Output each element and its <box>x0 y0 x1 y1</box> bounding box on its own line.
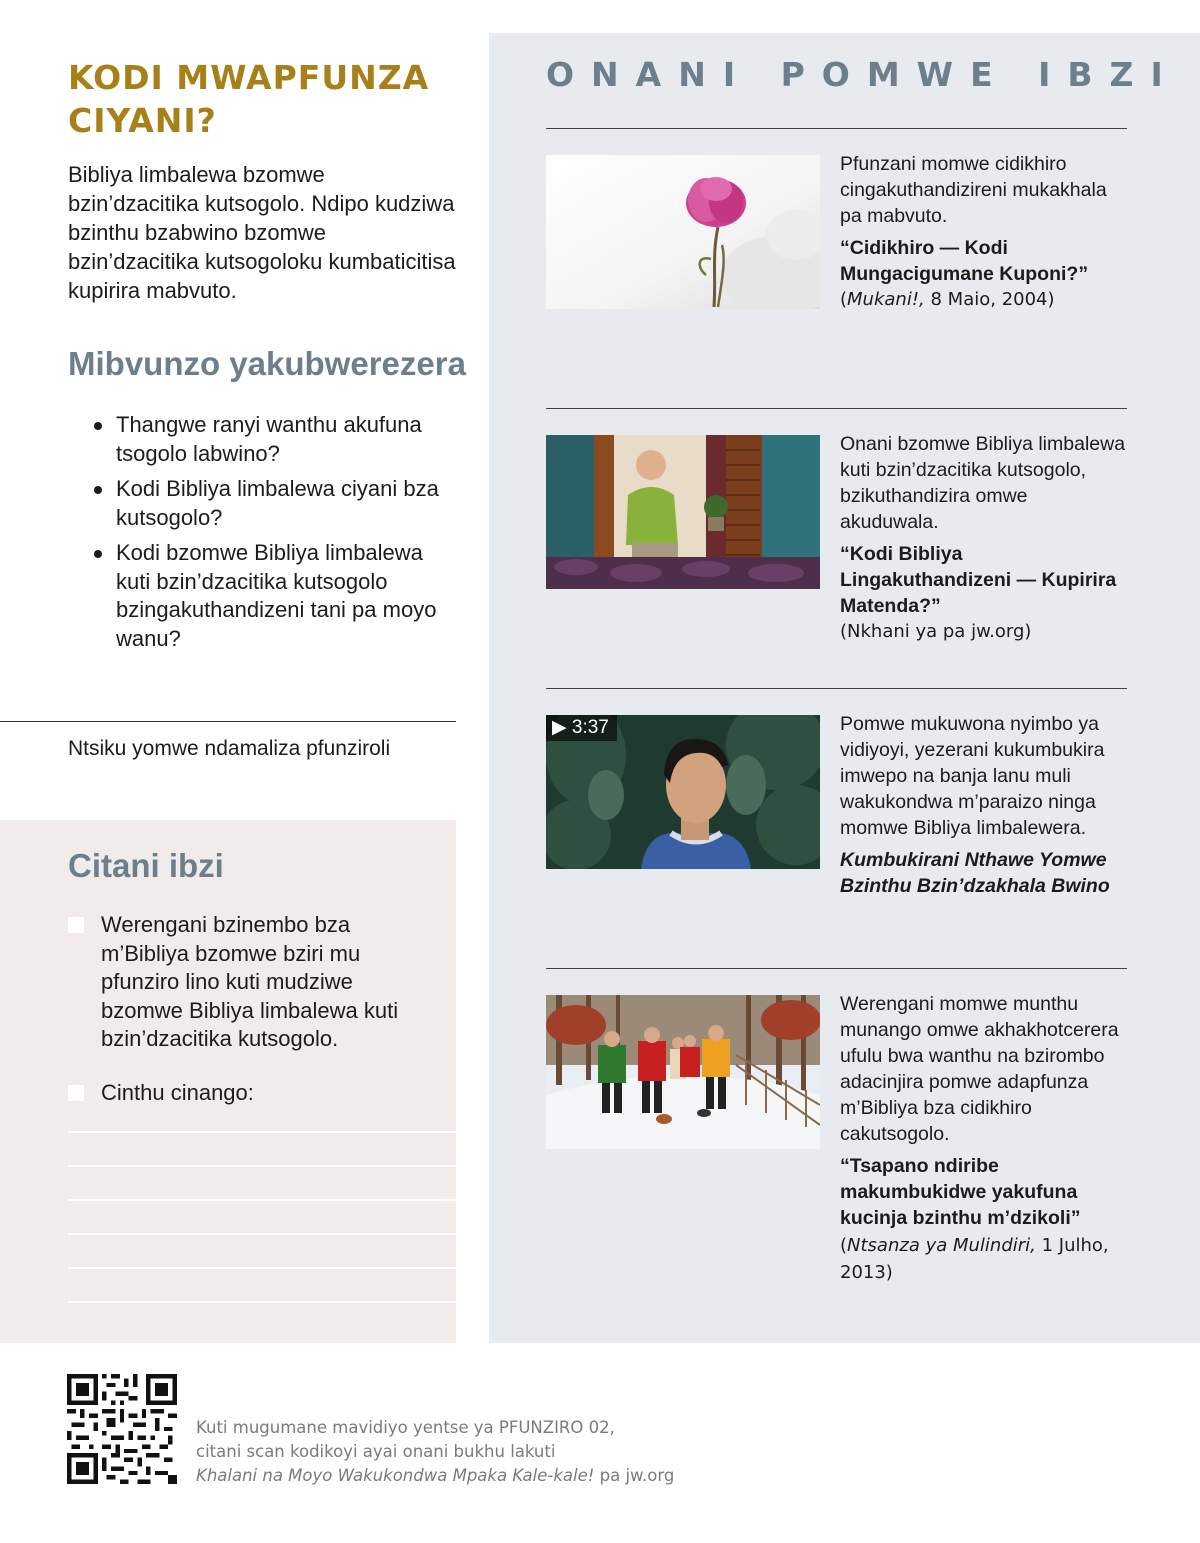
family-walking-in-snow-image[interactable] <box>546 995 820 1149</box>
writing-line <box>68 1165 456 1167</box>
qr-code-icon[interactable] <box>67 1374 177 1484</box>
footer-note <box>196 1416 674 1488</box>
date-divider-line <box>0 721 456 722</box>
footer-line: citani scan kodikoyi ayai onani bukhu lakuti <box>196 1442 556 1461</box>
resource-item <box>840 991 1130 1286</box>
task-item <box>68 1079 438 1108</box>
man-in-wheelchair-image[interactable] <box>546 435 820 589</box>
section-divider <box>546 688 1127 689</box>
resource-item <box>840 431 1130 645</box>
writing-line <box>68 1199 456 1201</box>
task-label: Cinthu cinango: <box>101 1080 254 1105</box>
checkbox-icon[interactable] <box>68 1085 84 1101</box>
article-citation: “Tsapano ndiribe makumbukidwe yakufuna kucinja bzinthu m’dzikoli” (Ntsanza ya Mulindiri, 1 Julho, 2013) <box>840 1155 1109 1283</box>
task-label: Werengani bzinembo bza m’Bibliya bzomwe bziri mu pfunziro lino kuti mudziwe bzomwe Bibliya limbalewa kuti bzin’dzacitika kutsogolo. <box>101 912 399 1051</box>
left-column <box>0 0 488 1343</box>
resource-description: Onani bzomwe Bibliya limbalewa kuti bzin’dzacitika kutsogolo, bzikuthandizira omwe akuduwala. <box>840 433 1126 533</box>
explore-more-heading: ONANI POMWE IBZI <box>546 55 1180 94</box>
section-divider <box>546 968 1127 969</box>
footer-line: Kuti mugumane mavidiyo yentse ya PFUNZIRO 02, <box>196 1418 615 1437</box>
video-duration-badge: ▶ 3:37 <box>546 715 617 741</box>
lesson-summary-text: Bibliya limbalewa bzomwe bzin’dzacitika kutsogolo. Ndipo kudziwa bzinthu bzabwino bzomwe bzin’dzacitika kutsogoloku kumbaticitisa kupirira mabvuto. <box>68 162 456 303</box>
source-citation: (Nkhani ya pa jw.org) <box>840 621 1032 642</box>
writing-line <box>68 1267 456 1269</box>
review-question: Thangwe ranyi wanthu akufuna tsogolo labwino? <box>92 411 462 468</box>
checkbox-icon[interactable] <box>68 917 84 933</box>
footer-line <box>196 1464 674 1488</box>
resource-item <box>840 711 1130 899</box>
article-link[interactable]: “Cidikhiro — Kodi Mungacigumane Kuponi?” <box>840 237 1089 285</box>
resource-item <box>840 151 1130 313</box>
resource-description: Pomwe mukuwona nyimbo ya vidiyoyi, yezerani kukumbukira imwepo na banja lanu muli wakukondwa m’paraizo ninga momwe Bibliya limbalewera. <box>840 713 1105 839</box>
try-this-heading: Citani ibzi <box>68 847 224 884</box>
writing-line <box>68 1233 456 1235</box>
review-questions-heading: Mibvunzo yakubwerezera <box>68 345 466 382</box>
writing-line <box>68 1301 456 1303</box>
try-this-box <box>0 820 456 1343</box>
section-divider <box>546 408 1127 409</box>
video-link[interactable]: Kumbukirani Nthawe Yomwe Bzinthu Bzin’dzakhala Bwino <box>840 849 1110 897</box>
writing-line <box>68 1131 456 1133</box>
section-divider <box>546 128 1127 129</box>
review-question: Kodi bzomwe Bibliya limbalewa kuti bzin’dzacitika kutsogolo bzingakuthandizeni tani pa moyo wanu? <box>92 539 462 653</box>
resource-description: Pfunzani momwe cidikhiro cingakuthandizireni mukakhala pa mabvuto. <box>840 153 1107 227</box>
completion-date-label: Ntsiku yomwe ndamaliza pfunziroli <box>68 737 391 760</box>
task-item <box>68 911 438 1054</box>
man-looking-up-video-image[interactable] <box>546 715 820 869</box>
website-text[interactable]: pa jw.org <box>594 1466 675 1485</box>
pink-flower-in-snow-image[interactable] <box>546 155 820 309</box>
review-questions-list <box>92 411 462 660</box>
review-question: Kodi Bibliya limbalewa ciyani bza kutsogolo? <box>92 475 462 532</box>
book-title: Khalani na Moyo Wakukondwa Mpaka Kale-kale! <box>196 1466 595 1485</box>
explore-more-panel <box>489 33 1200 1343</box>
article-link[interactable]: “Kodi Bibliya Lingakuthandizeni — Kupirira Matenda?” <box>840 543 1117 617</box>
source-citation: (Mukani!, 8 Maio, 2004) <box>840 289 1055 310</box>
lesson-summary-title: KODI MWAPFUNZA CIYANI? <box>68 58 430 140</box>
article-link[interactable]: “Tsapano ndiribe makumbukidwe yakufuna kucinja bzinthu m’dzikoli” <box>840 1155 1081 1229</box>
resource-description: Werengani momwe munthu munango omwe akhakhotcerera ufulu bwa wanthu na bzirombo adacinjira pomwe adapfunza m’Bibliya bza cidikhiro cakutsogolo. <box>840 993 1119 1145</box>
